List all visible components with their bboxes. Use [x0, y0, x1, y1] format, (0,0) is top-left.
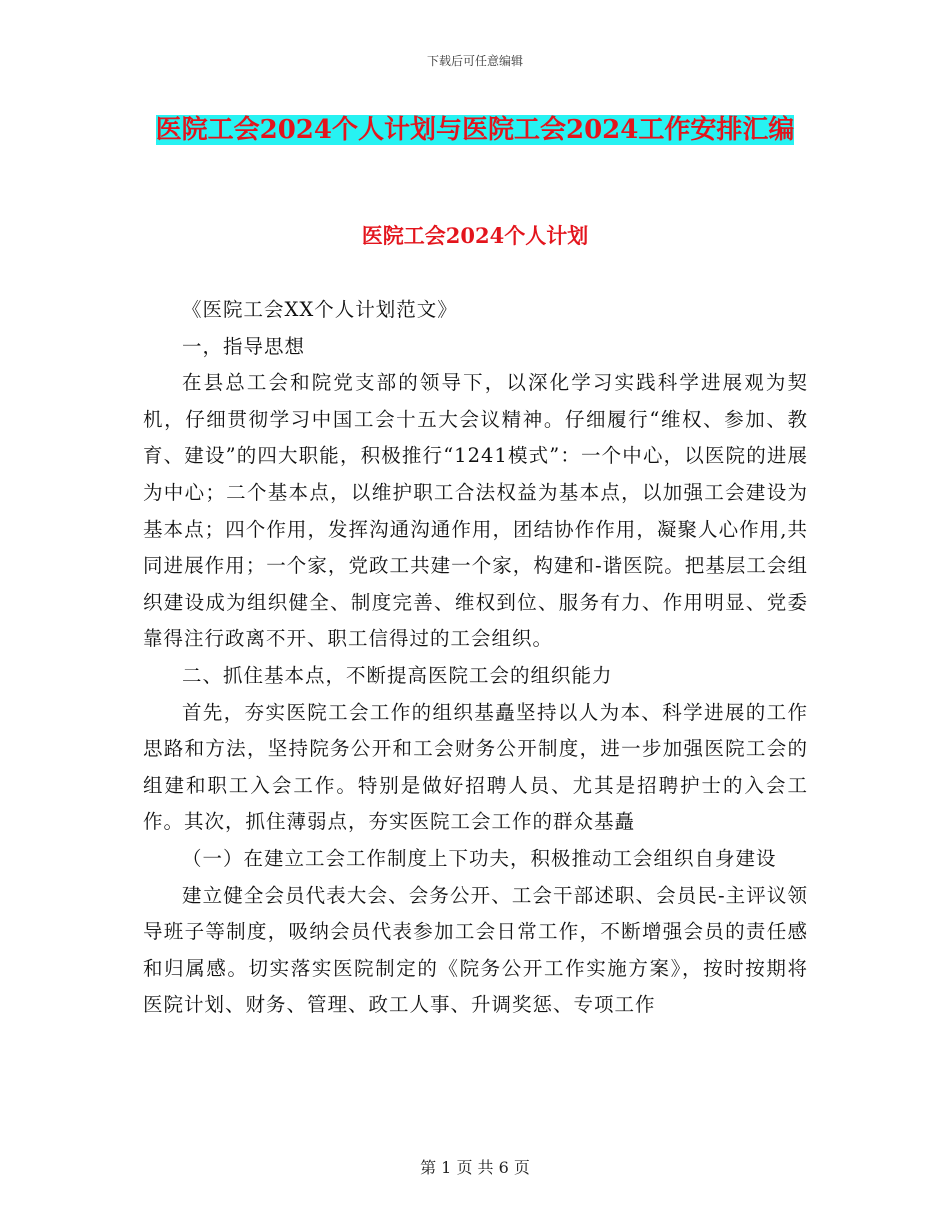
section-title: 医院工会2024个人计划: [361, 223, 589, 248]
document-title-text: 医院工会2024个人计划与医院工会2024工作安排汇编: [155, 115, 795, 145]
paragraph: 一，指导思想: [182, 334, 306, 358]
paragraph: 建立健全会员代表大会、会务公开、工会干部述职、会员民-主评议领导班子等制度，吸纳会员代表参加工会日常工作，不断增强会员的责任感和归属感。切实落实医院制定的《院务公开工作实施方案》，按时按期将医院计划、财务、管理、政工人事、升调奖惩、专项工作: [143, 883, 808, 1017]
document-body: [143, 292, 808, 1024]
page-header-note: 下载后可任意编辑: [426, 54, 523, 68]
paragraph: 二、抓住基本点，不断提高医院工会的组织能力: [182, 663, 613, 687]
paragraph: 在县总工会和院党支部的领导下，以深化学习实践科学进展观为契机，仔细贯彻学习中国工会十五大会议精神。仔细履行“维权、参加、教育、建设”的四大职能，积极推行“1241模式”：一个中心，以医院的进展为中心；二个基本点，以维护职工合法权益为基本点，以加强工会建设为基本点；四个作用，发挥沟通沟通作用，团结协作作用，凝聚人心作用,共同进展作用；一个家，党政工共建一个家，构建和-谐医院。把基层工会组织建设成为组织健全、制度完善、维权到位、服务有力、作用明显、党委靠得注行政离不开、职工信得过的工会组织。: [143, 371, 808, 651]
page-number-footer: 第 1 页 共 6 页: [420, 1158, 530, 1177]
document-title: [140, 106, 810, 154]
paragraph: 《医院工会XX个人计划范文》: [182, 298, 458, 321]
paragraph: 首先，夯实医院工会工作的组织基矗坚持以人为本、科学进展的工作思路和方法，坚持院务公开和工会财务公开制度，进一步加强医院工会的组建和职工入会工作。特别是做好招聘人员、尤其是招聘护士的入会工作。其次，抓住薄弱点，夯实医院工会工作的群众基矗: [143, 700, 808, 834]
paragraph: （一）在建立工会工作制度上下功夫，积极推动工会组织自身建设: [182, 846, 777, 870]
